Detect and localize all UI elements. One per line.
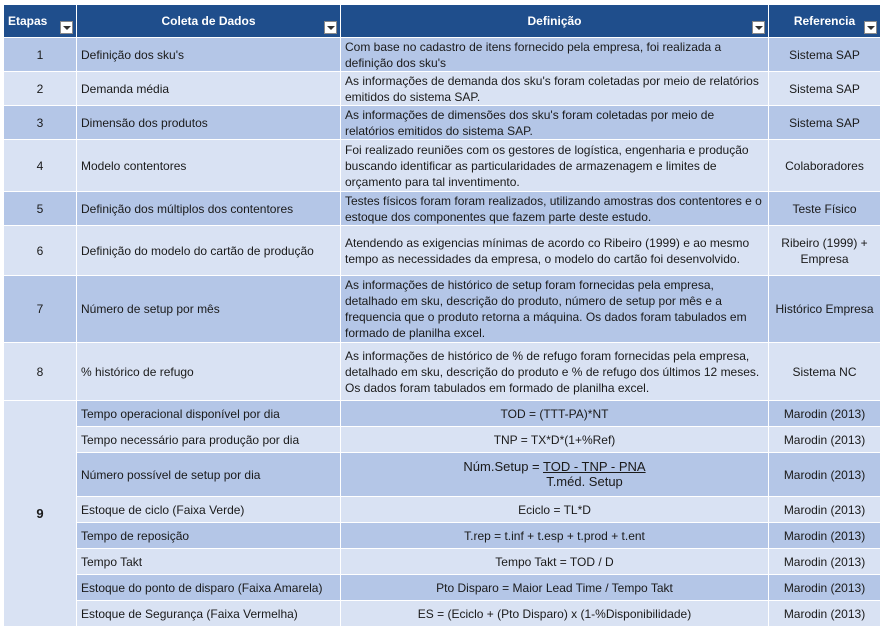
coleta-cell[interactable]: Definição do modelo do cartão de produção — [77, 226, 341, 276]
header-referencia-label: Referencia — [793, 14, 856, 28]
table-row — [4, 106, 881, 140]
referencia-cell[interactable]: Histórico Empresa — [769, 276, 881, 343]
coleta-cell[interactable]: Tempo operacional disponível por dia — [77, 401, 341, 427]
formula-cell[interactable]: ES = (Eciclo + (Pto Disparo) x (1-%Disponibilidade) — [341, 601, 769, 627]
referencia-cell[interactable]: Sistema SAP — [769, 38, 881, 72]
definicao-cell[interactable]: As informações de histórico de setup foram fornecidas pela empresa, detalhado em sku, descrição do produto, número de setup por mês e a frequencia que o produto retorna a máquina. Os dados foram tabulados em formado de planilha excel. — [341, 276, 769, 343]
formula-cell[interactable] — [341, 453, 769, 497]
table-row — [4, 343, 881, 401]
formula-prefix: Núm.Setup = — [463, 459, 544, 474]
referencia-cell[interactable]: Marodin (2013) — [769, 401, 881, 427]
coleta-cell[interactable]: Definição dos sku's — [77, 38, 341, 72]
referencia-cell[interactable]: Ribeiro (1999) + Empresa — [769, 226, 881, 276]
table-row — [4, 226, 881, 276]
header-referencia — [769, 5, 881, 38]
formula-cell[interactable]: Tempo Takt = TOD / D — [341, 549, 769, 575]
definicao-cell[interactable]: As informações de histórico de % de refugo foram fornecidas pela empresa, detalhado em sku, descrição do produto e % de refugo dos últimos 12 meses. Os dados foram tabulados em formado de planilha excel. — [341, 343, 769, 401]
formula-numerator: TOD - TNP - PNA — [543, 459, 646, 474]
table-row — [4, 38, 881, 72]
header-etapas — [4, 5, 77, 38]
table-row — [4, 523, 881, 549]
step-cell[interactable]: 7 — [4, 276, 77, 343]
setup-formula — [463, 459, 645, 489]
formula-cell[interactable]: TNP = TX*D*(1+%Ref) — [341, 427, 769, 453]
table-row — [4, 575, 881, 601]
coleta-cell[interactable]: Tempo de reposição — [77, 523, 341, 549]
filter-dropdown-icon[interactable] — [60, 21, 73, 34]
coleta-cell[interactable]: Estoque de Segurança (Faixa Vermelha) — [77, 601, 341, 627]
coleta-cell[interactable]: Número possível de setup por dia — [77, 453, 341, 497]
coleta-cell[interactable]: Modelo contentores — [77, 140, 341, 192]
formula-cell[interactable]: Pto Disparo = Maior Lead Time / Tempo Takt — [341, 575, 769, 601]
step-cell[interactable]: 1 — [4, 38, 77, 72]
referencia-cell[interactable]: Sistema SAP — [769, 106, 881, 140]
referencia-cell[interactable]: Marodin (2013) — [769, 601, 881, 627]
referencia-cell[interactable]: Marodin (2013) — [769, 575, 881, 601]
step-cell[interactable]: 5 — [4, 192, 77, 226]
filter-dropdown-icon[interactable] — [864, 21, 877, 34]
referencia-cell[interactable]: Marodin (2013) — [769, 427, 881, 453]
definicao-cell[interactable]: As informações de demanda dos sku's foram coletadas por meio de relatórios emitidos do sistema SAP. — [341, 72, 769, 106]
referencia-cell[interactable]: Marodin (2013) — [769, 497, 881, 523]
coleta-cell[interactable]: % histórico de refugo — [77, 343, 341, 401]
coleta-cell[interactable]: Dimensão dos produtos — [77, 106, 341, 140]
coleta-cell[interactable]: Tempo Takt — [77, 549, 341, 575]
table-row — [4, 549, 881, 575]
header-row — [4, 5, 881, 38]
coleta-cell[interactable]: Tempo necessário para produção por dia — [77, 427, 341, 453]
step-cell[interactable]: 3 — [4, 106, 77, 140]
referencia-cell[interactable]: Marodin (2013) — [769, 549, 881, 575]
step-cell[interactable]: 2 — [4, 72, 77, 106]
step-cell-merged[interactable]: 9 — [4, 401, 77, 627]
formula-cell[interactable]: T.rep = t.inf + t.esp + t.prod + t.ent — [341, 523, 769, 549]
header-coleta — [77, 5, 341, 38]
definicao-cell[interactable]: As informações de dimensões dos sku's foram coletadas por meio de relatórios emitidos do sistema SAP. — [341, 106, 769, 140]
coleta-cell[interactable]: Estoque de ciclo (Faixa Verde) — [77, 497, 341, 523]
filter-dropdown-icon[interactable] — [324, 21, 337, 34]
coleta-cell[interactable]: Definição dos múltiplos dos contentores — [77, 192, 341, 226]
coleta-cell[interactable]: Número de setup por mês — [77, 276, 341, 343]
definicao-cell[interactable]: Testes físicos foram foram realizados, utilizando amostras dos contentores e o estoque dos componentes que fazem parte deste estudo. — [341, 192, 769, 226]
table-row — [4, 601, 881, 627]
data-collection-table — [3, 4, 881, 627]
header-definicao-label: Definição — [527, 14, 582, 28]
header-coleta-label: Coleta de Dados — [161, 14, 256, 28]
header-definicao — [341, 5, 769, 38]
step-cell[interactable]: 4 — [4, 140, 77, 192]
table-row — [4, 497, 881, 523]
table-row — [4, 401, 881, 427]
table-row — [4, 427, 881, 453]
table-row — [4, 276, 881, 343]
referencia-cell[interactable]: Sistema NC — [769, 343, 881, 401]
coleta-cell[interactable]: Demanda média — [77, 72, 341, 106]
formula-cell[interactable]: Eciclo = TL*D — [341, 497, 769, 523]
formula-cell[interactable]: TOD = (TTT-PA)*NT — [341, 401, 769, 427]
step-cell[interactable]: 6 — [4, 226, 77, 276]
referencia-cell[interactable]: Marodin (2013) — [769, 523, 881, 549]
definicao-cell[interactable]: Com base no cadastro de itens fornecido pela empresa, foi realizada a definição dos sku's — [341, 38, 769, 72]
definicao-cell[interactable]: Atendendo as exigencias mínimas de acordo co Ribeiro (1999) e ao mesmo tempo as necessidades da empresa, o modelo do cartão foi desenvolvido. — [341, 226, 769, 276]
definicao-cell[interactable]: Foi realizado reuniões com os gestores de logística, engenharia e produção buscando identificar as particularidades de armazenagem e limites de orçamento para tal inventimento. — [341, 140, 769, 192]
header-etapas-label: Etapas — [8, 14, 48, 28]
table-row — [4, 140, 881, 192]
referencia-cell[interactable]: Colaboradores — [769, 140, 881, 192]
table-row — [4, 192, 881, 226]
referencia-cell[interactable]: Marodin (2013) — [769, 453, 881, 497]
table-row — [4, 72, 881, 106]
referencia-cell[interactable]: Teste Físico — [769, 192, 881, 226]
table-row — [4, 453, 881, 497]
step-cell[interactable]: 8 — [4, 343, 77, 401]
filter-dropdown-icon[interactable] — [752, 21, 765, 34]
referencia-cell[interactable]: Sistema SAP — [769, 72, 881, 106]
formula-denominator: T.méd. Setup — [546, 474, 623, 489]
coleta-cell[interactable]: Estoque do ponto de disparo (Faixa Amarela) — [77, 575, 341, 601]
